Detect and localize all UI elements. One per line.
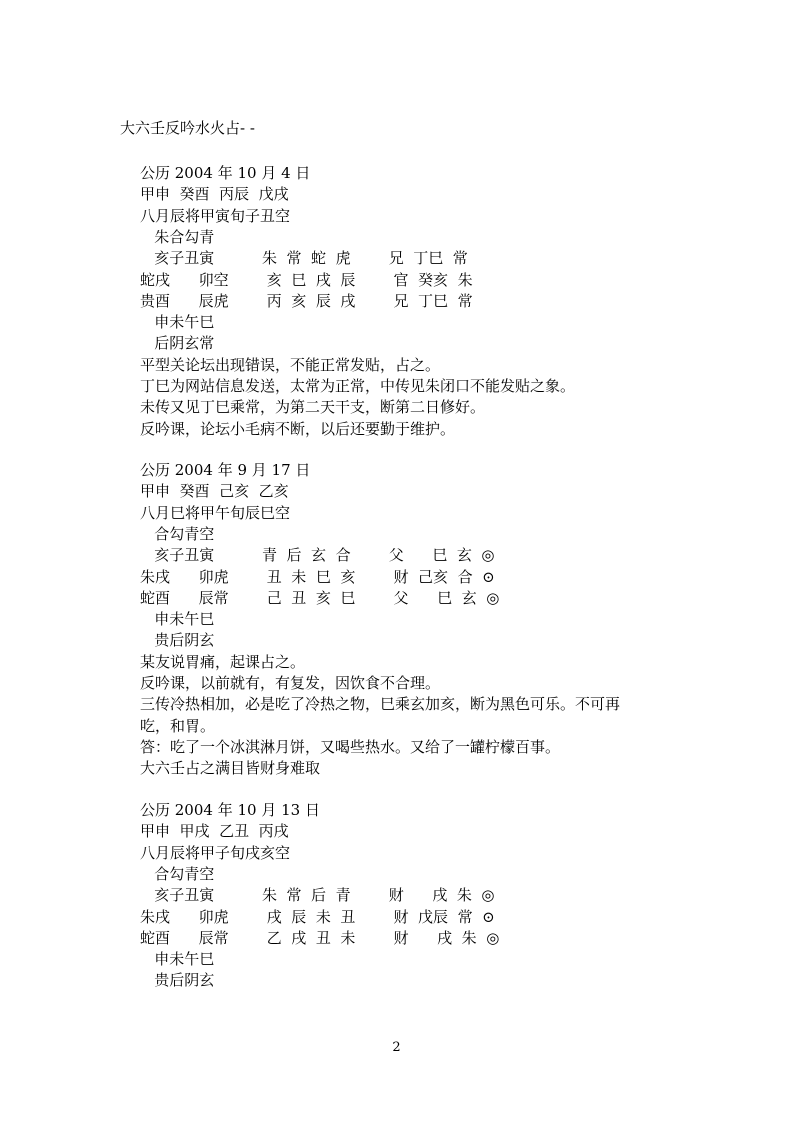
text-line: 三传冷热相加，必是吃了冷热之物，巳乘玄加亥，断为黑色可乐。不可再 xyxy=(140,695,621,714)
text-line: 朱戌 卯虎 戌 辰 未 丑 财 戊辰 常 ⊙ xyxy=(140,907,495,926)
text-line: 丁巳为网站信息发送，太常为正常，中传见朱闭口不能发贴之象。 xyxy=(140,377,576,395)
text-line: 贵后阴玄 xyxy=(140,971,215,990)
document-title: 大六壬反吟水火占- - xyxy=(120,119,255,137)
text-line: 八月辰将甲寅旬子丑空 xyxy=(140,206,291,225)
text-line: 反吟课，论坛小毛病不断，以后还要勤于维护。 xyxy=(140,419,456,438)
text-line: 甲申 癸酉 丙辰 戊戌 xyxy=(140,185,289,204)
text-line: 蛇戌 卯空 亥 巳 戌 辰 官 癸亥 朱 xyxy=(140,270,473,289)
text-line: 亥子丑寅 朱 常 蛇 虎 兄 丁巳 常 xyxy=(140,249,468,268)
text-line: 贵后阴玄 xyxy=(140,631,215,650)
text-line: 某友说胃痛，起课占之。 xyxy=(140,652,306,671)
text-line: 申未午巳 xyxy=(140,313,215,332)
text-line: 甲申 甲戌 乙丑 丙戌 xyxy=(140,822,289,841)
text-line: 后阴玄常 xyxy=(140,334,215,353)
text-line: 亥子丑寅 青 后 玄 合 父 巳 玄 ◎ xyxy=(140,546,495,565)
text-line: 贵酉 辰虎 丙 亥 辰 戌 兄 丁巳 常 xyxy=(140,291,473,310)
text-line: 朱合勾青 xyxy=(140,227,215,246)
text-line: 八月巳将甲午旬辰巳空 xyxy=(140,503,291,522)
text-line: 公历 2004 年 10 月 4 日 xyxy=(140,164,311,182)
text-line: 蛇酉 辰常 己 丑 亥 巳 父 巳 玄 ◎ xyxy=(140,588,500,607)
text-line: 合勾青空 xyxy=(140,524,215,543)
text-line: 合勾青空 xyxy=(140,864,215,883)
text-line: 八月辰将甲子旬戌亥空 xyxy=(140,843,291,862)
text-line: 答：吃了一个冰淇淋月饼，又喝些热水。又给了一罐柠檬百事。 xyxy=(140,737,561,756)
text-line: 申未午巳 xyxy=(140,950,215,969)
text-line: 甲申 癸酉 己亥 乙亥 xyxy=(140,482,289,501)
text-line: 申未午巳 xyxy=(140,610,215,629)
text-line: 公历 2004 年 9 月 17 日 xyxy=(140,461,311,479)
text-line: 未传又见丁巳乘常，为第二天干支，断第二日修好。 xyxy=(140,398,486,417)
text-line: 大六壬占之满目皆财身难取 xyxy=(140,759,321,778)
text-line: 蛇酉 辰常 乙 戌 丑 未 财 戌 朱 ◎ xyxy=(140,928,500,947)
text-line: 反吟课，以前就有，有复发，因饮食不合理。 xyxy=(140,674,441,692)
text-line: 吃，和胃。 xyxy=(140,716,216,735)
text-line: 公历 2004 年 10 月 13 日 xyxy=(140,801,320,819)
text-line: 朱戌 卯虎 丑 未 巳 亥 财 己亥 合 ⊙ xyxy=(140,567,495,586)
text-line: 亥子丑寅 朱 常 后 青 财 戌 朱 ◎ xyxy=(140,886,495,905)
page-number: 2 xyxy=(392,1040,401,1055)
text-line: 平型关论坛出现错误，不能正常发贴，占之。 xyxy=(140,355,441,374)
